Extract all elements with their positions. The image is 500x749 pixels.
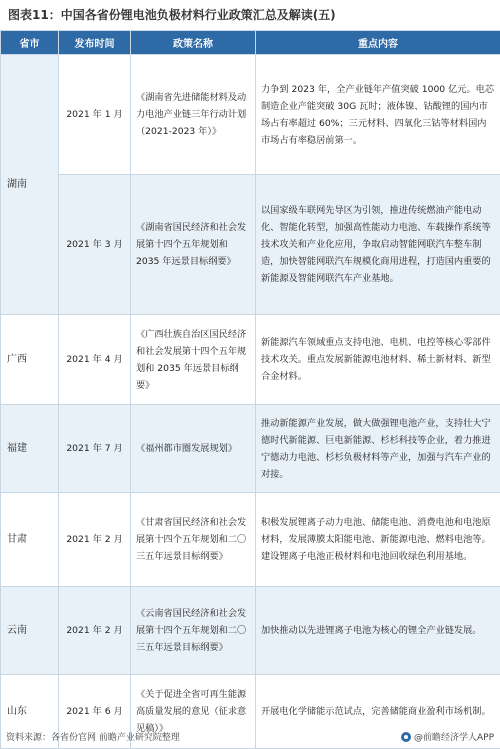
province-cell-yunnan: 云南 bbox=[1, 587, 59, 675]
policy-name-cell: 《关于促进全省可再生能源高质量发展的意见（征求意见稿）》 bbox=[131, 675, 256, 749]
time-cell: 2021 年 2 月 bbox=[59, 587, 131, 675]
header-content: 重点内容 bbox=[256, 31, 500, 55]
table-row bbox=[1, 315, 500, 405]
province-cell-guangxi: 广西 bbox=[1, 315, 59, 405]
table-header-row bbox=[1, 31, 500, 55]
brand bbox=[401, 730, 494, 743]
time-cell: 2021 年 4 月 bbox=[59, 315, 131, 405]
header-policy-name: 政策名称 bbox=[131, 31, 256, 55]
table-row bbox=[1, 55, 500, 175]
content-cell: 以国家级车联网先导区为引领，推进传统燃油产能电动化、智能化转型，加强高性能动力电池、车载操作系统等技术攻关和产业化应用，争取启动智能网联汽车整车制造，加快智能网联汽车规模化商用进程，打造国内重要的新能源及智能网联汽车产业基地。 bbox=[256, 175, 500, 315]
province-cell-gansu: 甘肃 bbox=[1, 493, 59, 587]
page-title: 图表11：中国各省份锂电池负极材料行业政策汇总及解读(五) bbox=[8, 8, 336, 22]
province-cell-hunan: 湖南 bbox=[1, 55, 59, 315]
footer bbox=[0, 724, 500, 749]
time-cell: 2021 年 2 月 bbox=[59, 493, 131, 587]
table-row bbox=[1, 175, 500, 315]
table-row bbox=[1, 405, 500, 493]
policy-name-cell: 《广西壮族自治区国民经济和社会发展第十四个五年规划和 2035 年远景目标纲要》 bbox=[131, 315, 256, 405]
policy-name-cell: 《云南省国民经济和社会发展第十四个五年规划和二〇三五年远景目标纲要》 bbox=[131, 587, 256, 675]
policy-name-cell: 《甘肃省国民经济和社会发展第十四个五年规划和二〇三五年远景目标纲要》 bbox=[131, 493, 256, 587]
content-cell: 推动新能源产业发展，做大做强锂电池产业，支持壮大宁德时代新能源、巨电新能源、杉杉科技等企业，着力推进宁德动力电池、杉杉负极材料等产业，加强与汽车产业的对接。 bbox=[256, 405, 500, 493]
policy-name-cell: 《福州都市圈发展规划》 bbox=[131, 405, 256, 493]
brand-logo-icon bbox=[401, 732, 411, 742]
header-time: 发布时间 bbox=[59, 31, 131, 55]
header-province: 省市 bbox=[1, 31, 59, 55]
policy-name-cell: 《湖南省国民经济和社会发展第十四个五年规划和 2035 年远景目标纲要》 bbox=[131, 175, 256, 315]
table-row bbox=[1, 587, 500, 675]
time-cell: 2021 年 7 月 bbox=[59, 405, 131, 493]
table-row bbox=[1, 493, 500, 587]
content-cell: 加快推动以先进锂离子电池为核心的锂全产业链发展。 bbox=[256, 587, 500, 675]
policy-name-cell: 《湖南省先进储能材料及动力电池产业链三年行动计划（2021-2023 年）》 bbox=[131, 55, 256, 175]
time-cell: 2021 年 1 月 bbox=[59, 55, 131, 175]
content-cell: 新能源汽车领域重点支持电池、电机、电控等核心零部件技术攻关。重点发展新能源电池材料、稀土新材料、新型合金材料。 bbox=[256, 315, 500, 405]
time-cell: 2021 年 6 月 bbox=[59, 675, 131, 749]
time-cell: 2021 年 3 月 bbox=[59, 175, 131, 315]
content-cell: 开展电化学储能示范试点，完善储能商业盈利市场机制。 bbox=[256, 675, 500, 749]
brand-label: @前瞻经济学人APP bbox=[413, 733, 494, 743]
province-cell-shandong: 山东 bbox=[1, 675, 59, 749]
content-cell: 积极发展锂离子动力电池、储能电池、消费电池和电池原材料，发展薄膜太阳能电池、新能源电池、燃料电池等。建设锂离子电池正极材料和电池回收绿色利用基地。 bbox=[256, 493, 500, 587]
province-cell-fujian: 福建 bbox=[1, 405, 59, 493]
content-cell: 力争到 2023 年，全产业链年产值突破 1000 亿元。电芯制造企业产能突破 30G 瓦时；液体镍、钴酸锂的国内市场占有率超过 60%；三元材料、四氧化三钴等材料国内市场占有率稳居前第一。 bbox=[256, 55, 500, 175]
policy-table bbox=[0, 30, 500, 749]
source-note: 资料来源：各省份官网 前瞻产业研究院整理 bbox=[6, 733, 180, 743]
